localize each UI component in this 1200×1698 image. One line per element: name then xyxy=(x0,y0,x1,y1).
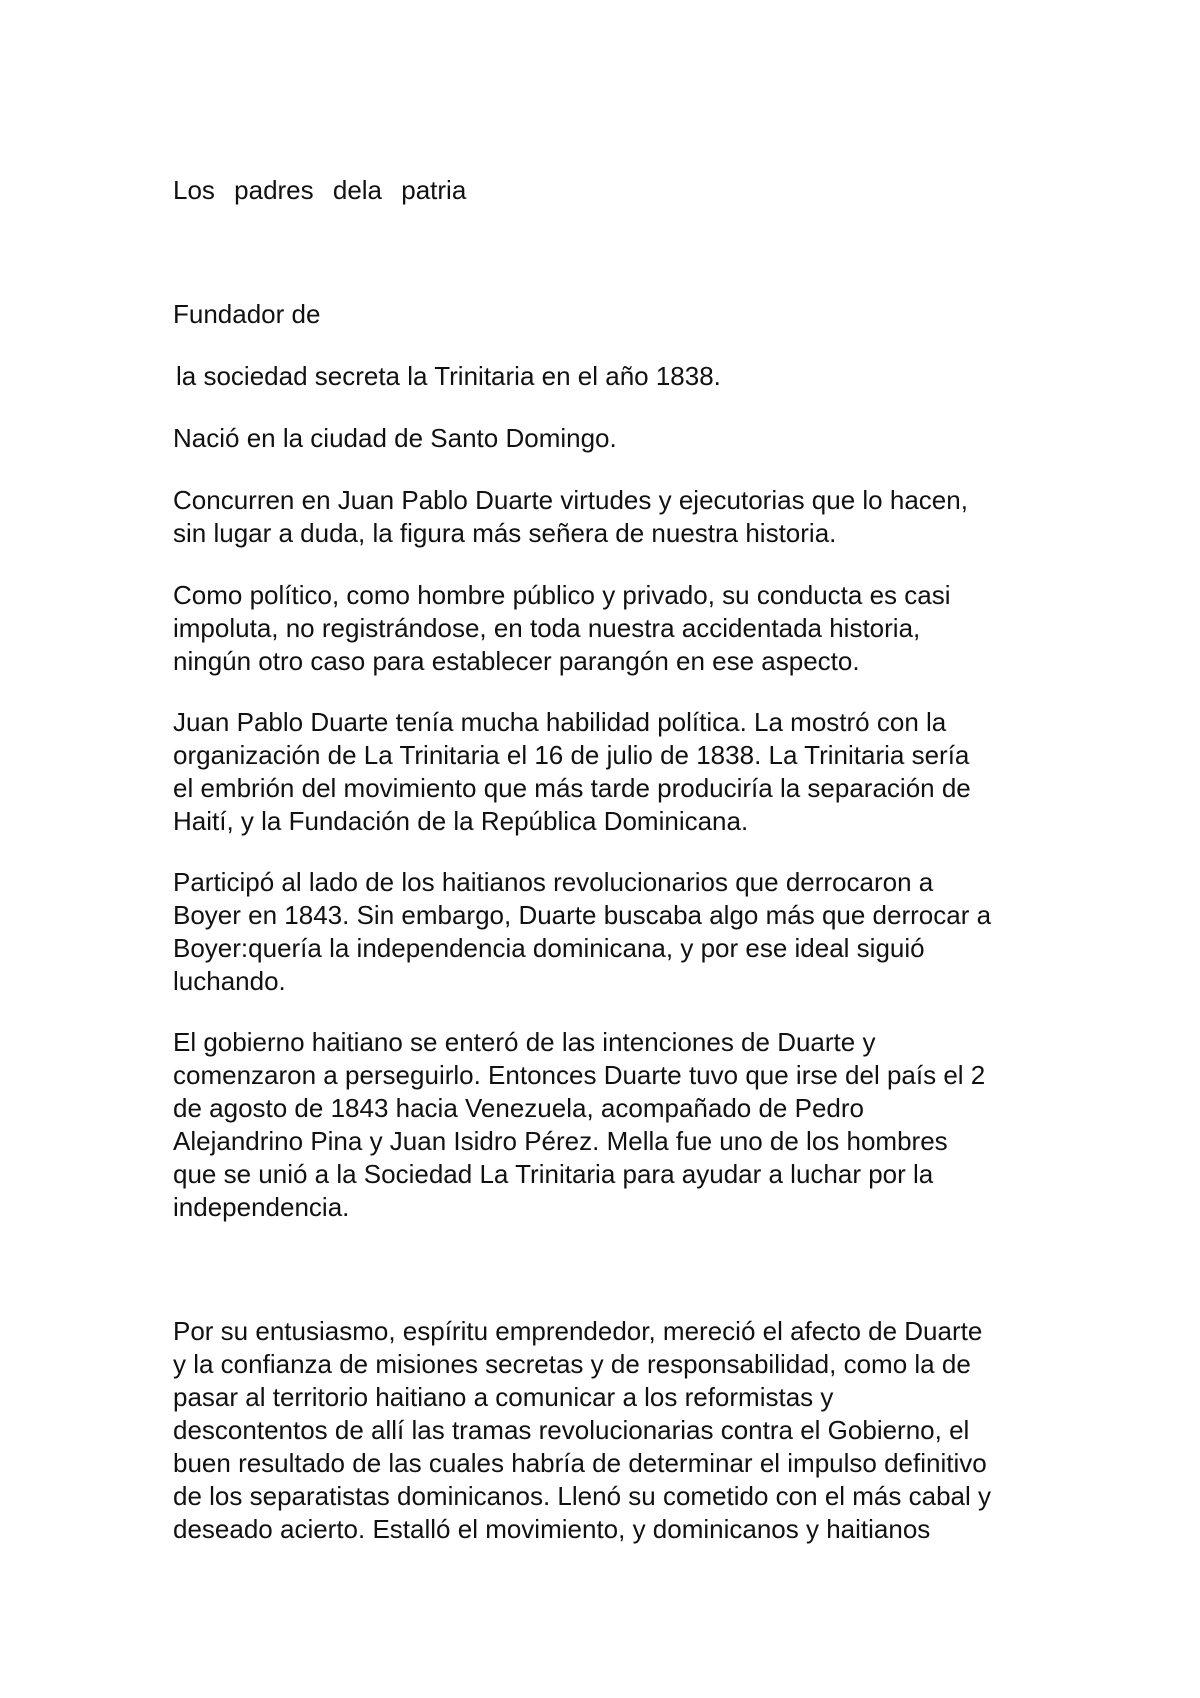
paragraph-birthplace: Nació en la ciudad de Santo Domingo. xyxy=(173,423,617,453)
paragraph-exile: El gobierno haitiano se enteró de las intenciones de Duarte y comenzaron a perseguirlo. Entonces Duarte tuvo que irse del país el 2 de agosto de 1843 hacia Venezuela, acompañado de Pedro Alejandrino Pina y Juan Isidro Pérez. Mella fue uno de los hombres que se unió a la Sociedad La Trinitaria para ayudar a luchar por la independencia. xyxy=(173,1027,986,1222)
paragraph-trinitaria: Juan Pablo Duarte tenía mucha habilidad política. La mostró con la organización de La Trinitaria el 16 de julio de 1838. La Trinitaria sería el embrión del movimiento que más tarde produciría la separación de Haití, y la Fundación de la República Dominicana. xyxy=(173,707,971,836)
paragraph-founder: Fundador de xyxy=(173,299,321,329)
paragraph-conduct: Como político, como hombre público y privado, su conducta es casi impoluta, no registrándose, en toda nuestra accidentada historia, ningún otro caso para establecer parangón en ese aspecto. xyxy=(173,580,951,676)
paragraph-virtues: Concurren en Juan Pablo Duarte virtudes y ejecutorias que lo hacen, sin lugar a duda, la figura más señera de nuestra historia. xyxy=(173,485,968,548)
paragraph-secret-society: la sociedad secreta la Trinitaria en el año 1838. xyxy=(176,361,721,391)
paragraph-boyer: Participó al lado de los haitianos revolucionarios que derrocaron a Boyer en 1843. Sin embargo, Duarte buscaba algo más que derrocar a Boyer:quería la independencia dominicana, y por ese ideal siguió luchando. xyxy=(173,867,992,996)
paragraph-mella: Por su entusiasmo, espíritu emprendedor, mereció el afecto de Duarte y la confianza de misiones secretas y de responsabilidad, como la de pasar al territorio haitiano a comunicar a los reformistas y descontentos de allí las tramas revolucionarias contra el Gobierno, el buen resultado de las cuales habría de determinar el impulso definitivo de los separatistas dominicanos. Llenó su cometido con el más cabal y deseado acierto. Estalló el movimiento, y dominicanos y haitianos xyxy=(173,1316,991,1544)
document-title: Los padres dela patria xyxy=(173,175,467,205)
